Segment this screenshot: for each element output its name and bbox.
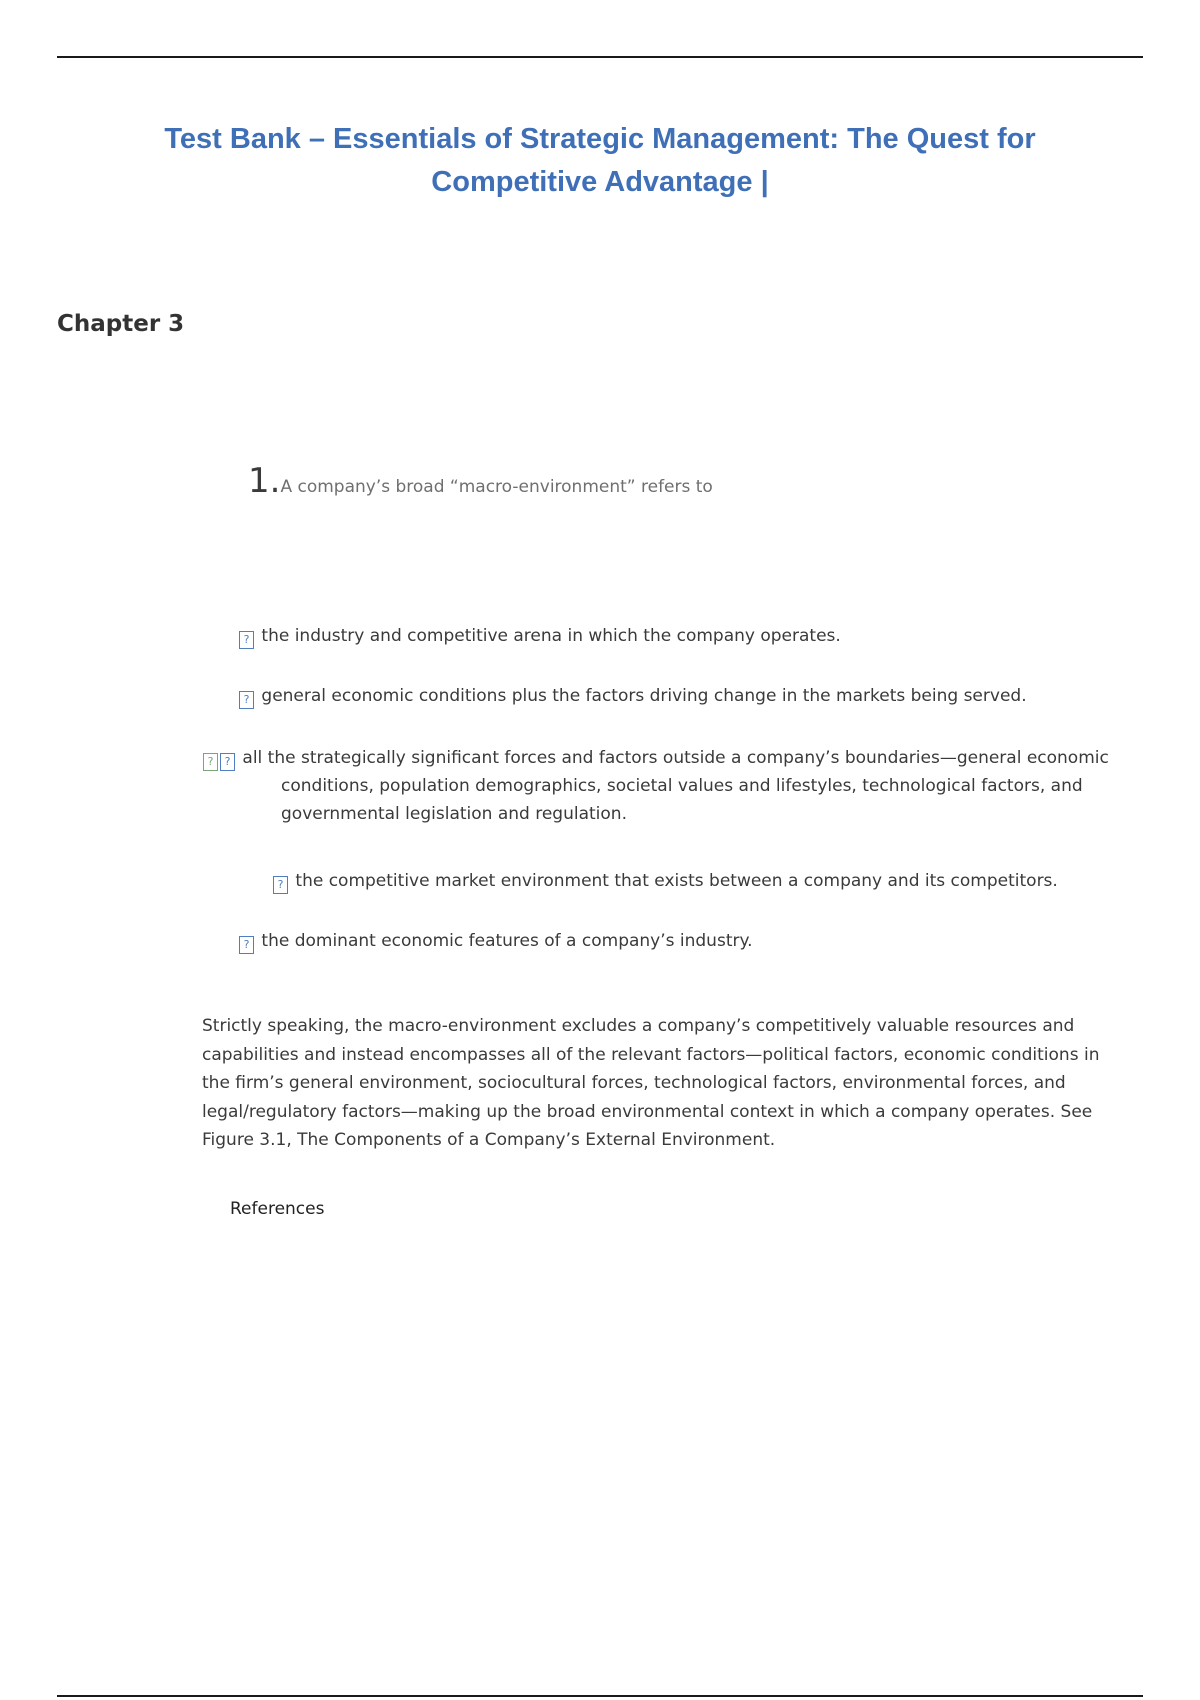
top-rule: [57, 56, 1143, 58]
answer-explanation: Strictly speaking, the macro-environment excludes a company’s competitively valuable resources and capabilities and instead encompasses all of the relevant factors—political factors, economic conditions in the firm’s general environment, sociocultural forces, technological factors, environmental forces, and legal/regulatory factors—making up the broad environmental context in which a company operates. See Figure 3.1, The Components of a Company’s External Environment.: [202, 1016, 1100, 1151]
answer-option-a: [239, 622, 841, 650]
option-marker-icon: ?: [220, 753, 235, 771]
answer-option-e: [239, 927, 753, 955]
title-line-1: Test Bank – Essentials of Strategic Management: The Quest for: [164, 123, 1036, 155]
bottom-rule: [57, 1695, 1143, 1697]
chapter-heading: Chapter 3: [57, 311, 185, 337]
answer-option-d: [273, 867, 1058, 895]
question-number: 1.: [248, 461, 281, 501]
option-text: general economic conditions plus the factors driving change in the markets being served.: [261, 686, 1027, 706]
option-text: the dominant economic features of a company’s industry.: [261, 931, 753, 951]
answer-option-b: [239, 682, 1027, 710]
title-line-2: Competitive Advantage |: [431, 166, 769, 198]
question-stem: [248, 461, 713, 501]
option-marker-icon: ?: [239, 631, 254, 649]
option-marker-icon: ?: [239, 936, 254, 954]
question-text: A company’s broad “macro-environment” refers to: [280, 477, 713, 497]
option-text: the competitive market environment that exists between a company and its competitors.: [295, 871, 1058, 891]
references-label: References: [230, 1199, 325, 1219]
correct-answer-marker-icon: ?: [203, 753, 218, 771]
option-marker-icon: ?: [239, 691, 254, 709]
option-text-line-1: all the strategically significant forces and factors outside a company’s boundaries—general economic: [242, 748, 1109, 768]
option-text-continuation: conditions, population demographics, societal values and lifestyles, technological factors, and governmental legislation and regulation.: [281, 776, 1083, 824]
option-text: the industry and competitive arena in which the company operates.: [261, 626, 841, 646]
document-title: [80, 118, 1120, 204]
answer-option-c-correct: [203, 744, 1133, 828]
option-marker-icon: ?: [273, 876, 288, 894]
